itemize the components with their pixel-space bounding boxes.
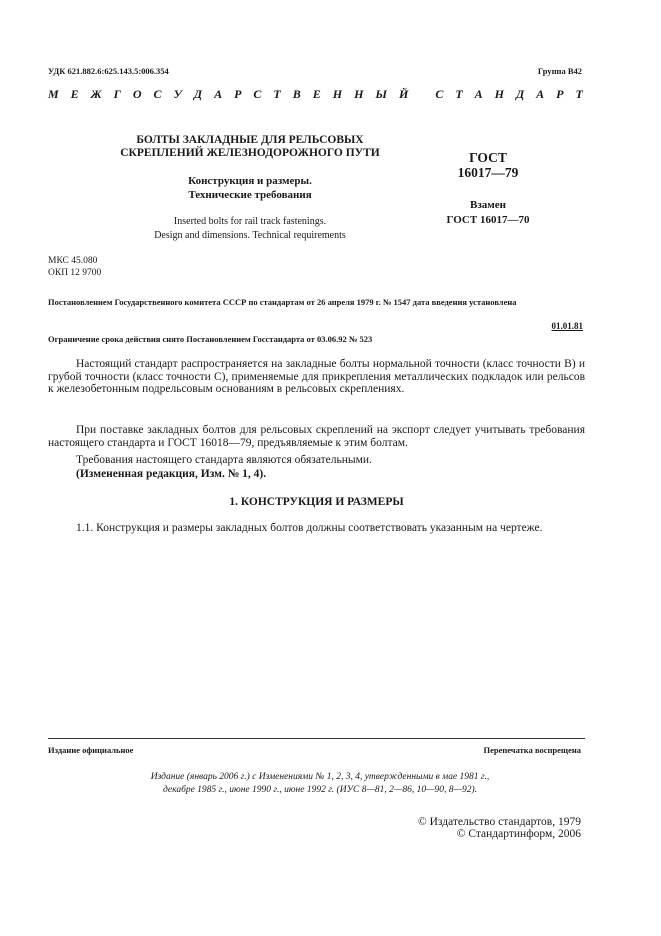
gost-number: 16017—79 xyxy=(457,165,519,180)
banner-letter: Т xyxy=(273,87,281,101)
banner-letter: Й xyxy=(399,87,409,101)
banner-letter: С xyxy=(153,87,162,101)
banner-letter: Т xyxy=(575,87,583,101)
footer-divider xyxy=(48,738,585,739)
edition-line-2: декабре 1985 г., июне 1990 г., июне 1992 г. (ИУС 8—81, 2—86, 10—90, 8—92). xyxy=(162,785,478,795)
okp-code: ОКП 12 9700 xyxy=(48,268,102,278)
english-title-line-2: Design and dimensions. Technical requirements xyxy=(154,230,346,241)
copyright-line-2: © Стандартинформ, 2006 xyxy=(456,828,581,840)
subtitle-line-2: Технические требования xyxy=(188,189,312,201)
effective-date: 01.01.81 xyxy=(551,321,583,331)
banner-letter: Н xyxy=(494,87,504,101)
replaces-number: ГОСТ 16017—70 xyxy=(446,214,530,226)
edition-note xyxy=(100,771,540,797)
banner-letter: Н xyxy=(354,87,364,101)
restriction-text: Ограничение срока действия снято Постановлением Госстандарта от 03.06.92 № 523 xyxy=(48,334,373,344)
paragraph-export: При поставке закладных болтов для рельсовых скреплений на экспорт следует учитывать требования настоящего стандарта и ГОСТ 16018—79, предъявляемые к этим болтам. xyxy=(48,424,585,449)
reprint-prohibited: Перепечатка воспрещена xyxy=(483,745,581,755)
paragraph-mandatory: Требования настоящего стандарта являются обязательными. xyxy=(76,454,372,466)
replaces-block xyxy=(433,198,543,228)
english-title xyxy=(100,215,400,243)
title-line-1: БОЛТЫ ЗАКЛАДНЫЕ ДЛЯ РЕЛЬСОВЫХ xyxy=(136,134,364,146)
gost-label: ГОСТ xyxy=(469,150,507,165)
banner-letter xyxy=(420,87,423,102)
paragraph-scope: Настоящий стандарт распространяется на закладные болты нормальной точности (класс точности В) и грубой точности (класс точности С), применяемые для прикрепления металлических подкладок или рельсов к железобетонным подрельсовым основаниям в рельсовых скреплениях. xyxy=(48,358,585,396)
banner-letter: А xyxy=(474,87,483,101)
banner-letter: А xyxy=(214,87,223,101)
banner-letter: В xyxy=(292,87,301,101)
gost-number-block xyxy=(433,150,543,180)
decree-text: Постановлением Государственного комитета СССР по стандартам от 26 апреля 1979 г. № 1547 дата введения установлена xyxy=(48,297,517,307)
section-heading: 1. КОНСТРУКЦИЯ И РАЗМЕРЫ xyxy=(229,496,404,508)
banner-letter: Т xyxy=(455,87,463,101)
subtitle-line-1: Конструкция и размеры. xyxy=(188,175,312,187)
copyright-line-1: © Издательство стандартов, 1979 xyxy=(417,816,581,828)
banner-letter: С xyxy=(435,87,444,101)
copyright-block xyxy=(418,816,581,840)
edition-line-1: Издание (январь 2006 г.) с Изменениями № 1, 2, 3, 4, утвержденными в мае 1981 г., xyxy=(150,772,490,782)
english-title-line-1: Inserted bolts for rail track fastenings. xyxy=(173,216,327,227)
paragraph-amendment: (Измененная редакция, Изм. № 1, 4). xyxy=(76,468,267,480)
udk-code: УДК 621.882.6:625.143.5:006.354 xyxy=(48,66,169,76)
banner-letter: Е xyxy=(312,87,321,101)
classification-codes xyxy=(48,255,101,279)
paragraph-1-1: 1.1. Конструкция и размеры закладных болтов должны соответствовать указанным на чертеже. xyxy=(76,522,543,534)
banner-letter: Д xyxy=(193,87,203,101)
banner-letter: Р xyxy=(234,87,242,101)
banner-letter: А xyxy=(536,87,545,101)
banner-letter: С xyxy=(253,87,262,101)
document-subtitle xyxy=(100,174,400,202)
banner-letter: Ы xyxy=(375,87,388,101)
banner-letter: О xyxy=(132,87,142,101)
banner-letter: Н xyxy=(332,87,343,101)
banner-letter: Г xyxy=(113,87,121,101)
group-code: Группа В42 xyxy=(537,66,582,76)
banner-letter: Д xyxy=(515,87,525,101)
official-edition: Издание официальное xyxy=(48,745,134,755)
mks-code: МКС 45.080 xyxy=(48,256,98,266)
title-line-2: СКРЕПЛЕНИЙ ЖЕЛЕЗНОДОРОЖНОГО ПУТИ xyxy=(120,147,380,159)
standard-banner xyxy=(48,87,583,102)
document-title xyxy=(100,134,400,160)
banner-letter: Е xyxy=(70,87,79,101)
banner-letter: Р xyxy=(556,87,564,101)
banner-letter: М xyxy=(48,87,59,101)
banner-letter: У xyxy=(173,87,182,101)
banner-letter: Ж xyxy=(90,87,102,101)
replaces-label: Взамен xyxy=(470,199,506,211)
